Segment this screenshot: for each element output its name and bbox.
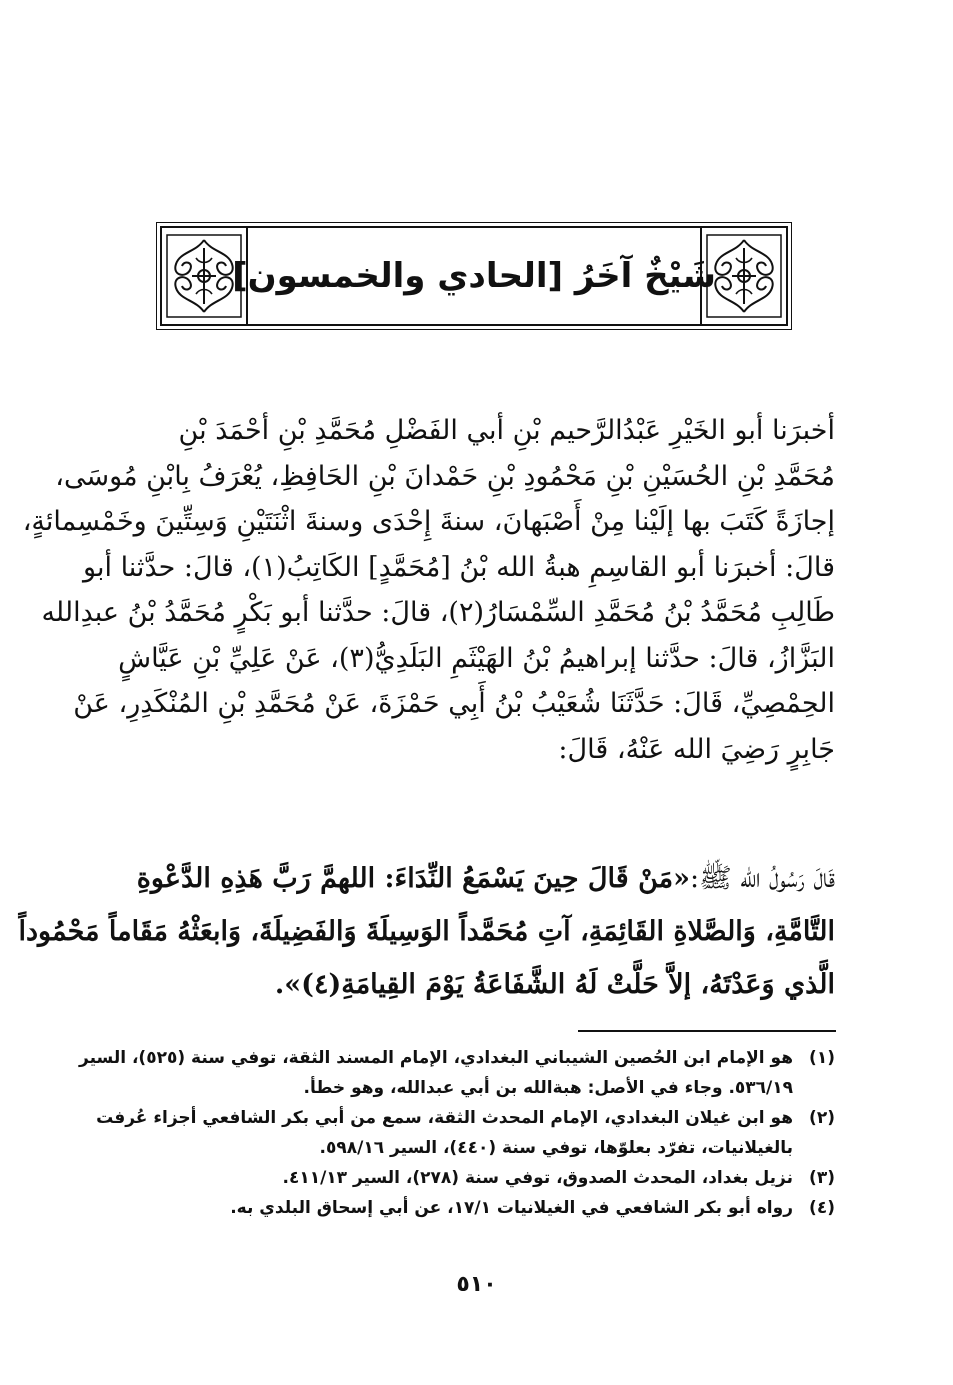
- floral-ornament-icon: [166, 234, 242, 318]
- footnote-number: (٢): [809, 1108, 835, 1128]
- footnote-divider: [578, 1030, 836, 1032]
- footnote-line: هو ابن غيلان البغدادي، الإمام المحدث الثقة، سمع من أبي بكر الشافعي أجزاء عُرفت: [96, 1108, 793, 1128]
- chapter-title: شَيْخٌ آخَرُ [الحادي والخمسون]: [232, 256, 716, 296]
- footnote-line: رواه أبو بكر الشافعي في الغيلانيات ١٧/١، عن أبي إسحاق البلدي به.: [230, 1198, 793, 1218]
- footnote-line: ٥٣٦/١٩. وجاء في الأصل: هبةالله بن أبي عبدالله، وهو خطأ.: [303, 1078, 793, 1098]
- footnote-text: [79, 1043, 793, 1103]
- hadith-line: التَّامَّةِ، وَالصَّلاةِ القَائِمَةِ، آتِ مُحَمَّداً الوَسِيلَةَ وَالفَضِيلَةَ، وَابعَثْهُ مَقَاماً مَحْمُوداً: [18, 916, 835, 947]
- footnote-line: نزيل بغداد، المحدث الصدوق، توفي سنة (٢٧٨)، السير ٤١١/١٣.: [282, 1168, 793, 1188]
- footnote-number: (١): [809, 1048, 835, 1068]
- footnote-text: [100, 1163, 793, 1193]
- hadith-intro: قَالَ رَسُولُ الله ﷺ:: [689, 863, 835, 894]
- footnote-line: هو الإمام ابن الحُصين الشيباني البغدادي، الإمام المسند الثقة، توفي سنة (٥٢٥)، السير: [79, 1048, 793, 1068]
- footnotes: [79, 1043, 835, 1223]
- footnote-number: (٣): [809, 1168, 835, 1188]
- footnote-4: [100, 1193, 835, 1223]
- footnote-text: [96, 1103, 793, 1163]
- hadith-text: «مَنْ قَالَ حِينَ يَسْمَعُ النِّدَاءَ: اللهمَّ رَبَّ هَذِهِ الدَّعْوةِ: [136, 863, 690, 894]
- hadith-line: الَّذي وَعَدْتَهُ، إلاَّ حَلَّتْ لَهُ الشَّفَاعَةُ يَوْمَ القِيامَةِ(٤)».: [274, 969, 835, 1000]
- chapter-title-frame: [160, 226, 788, 326]
- text-line: إجازَةً كَتَبَ بها إلَيْنا مِنْ أَصْبَهانَ، سنةَ إِحْدَى وسنةَ اثْنَتَيْنِ وَسِتِّينَ وخَمْسِمائةٍ،: [22, 506, 835, 537]
- chapter-title-box: [232, 228, 716, 324]
- text-line: مُحَمَّدِ بْنِ الحُسَيْنِ بْنِ مَحْمُودِ بْنِ حَمْدانَ بْنِ الحَافِظِ، يُعْرَفُ بِابْنِ مُوسَى،: [55, 460, 835, 492]
- hadith-paragraph: [18, 852, 835, 1011]
- text-line: أخبرَنا أبو الخَيْرِ عَبْدُالرَّحيم بْنِ أبي الفَضْلِ مُحَمَّدِ بْنِ أحْمَدَ بْنِ: [178, 415, 835, 446]
- text-line: البَزَّازُ، قالَ: حدَّثنا إبراهيمُ بْنُ الهَيْثَمِ البَلَدِيُّ(٣)، عَنْ عَلِيِّ بْنِ عَيَّاشٍ: [118, 642, 835, 674]
- hadith-line: [110, 852, 835, 905]
- footnote-2: [96, 1103, 835, 1163]
- footnote-3: [100, 1163, 835, 1193]
- footnote-1: [79, 1043, 835, 1103]
- footnote-number: (٤): [809, 1198, 835, 1218]
- isnad-paragraph: [22, 408, 835, 772]
- page-number: ٥١٠: [456, 1272, 497, 1297]
- footnote-text: [100, 1193, 793, 1223]
- text-line: جَابِرٍ رَضِيَ الله عَنْهُ، قَالَ:: [558, 733, 835, 765]
- text-line: الحِمْصِيِّ، قَالَ: حَدَّثَنَا شُعَيْبُ بْنُ أَبِي حَمْزَةَ، عَنْ مُحَمَّدِ بْنِ المُنْكَدِرِ، عَنْ: [73, 688, 835, 719]
- text-line: قالَ: أخبرَنا أبو القاسِمِ هبةُ الله بْنُ [مُحَمَّدٍ] الكَاتِبُ(١)، قالَ: حدَّثنا أبو: [83, 551, 835, 583]
- floral-ornament-icon: [706, 234, 782, 318]
- footnote-line: بالغيلانيات، تفرّد بعلوّها، توفي سنة (٤٤٠)، السير ٥٩٨/١٦.: [319, 1138, 793, 1158]
- text-line: طَالِبِ مُحَمَّدُ بْنُ مُحَمَّدِ السِّمْسَارُ(٢)، قالَ: حدَّثنا أبو بَكْرٍ مُحَمَّدُ بْنُ عبدِالله: [41, 597, 835, 628]
